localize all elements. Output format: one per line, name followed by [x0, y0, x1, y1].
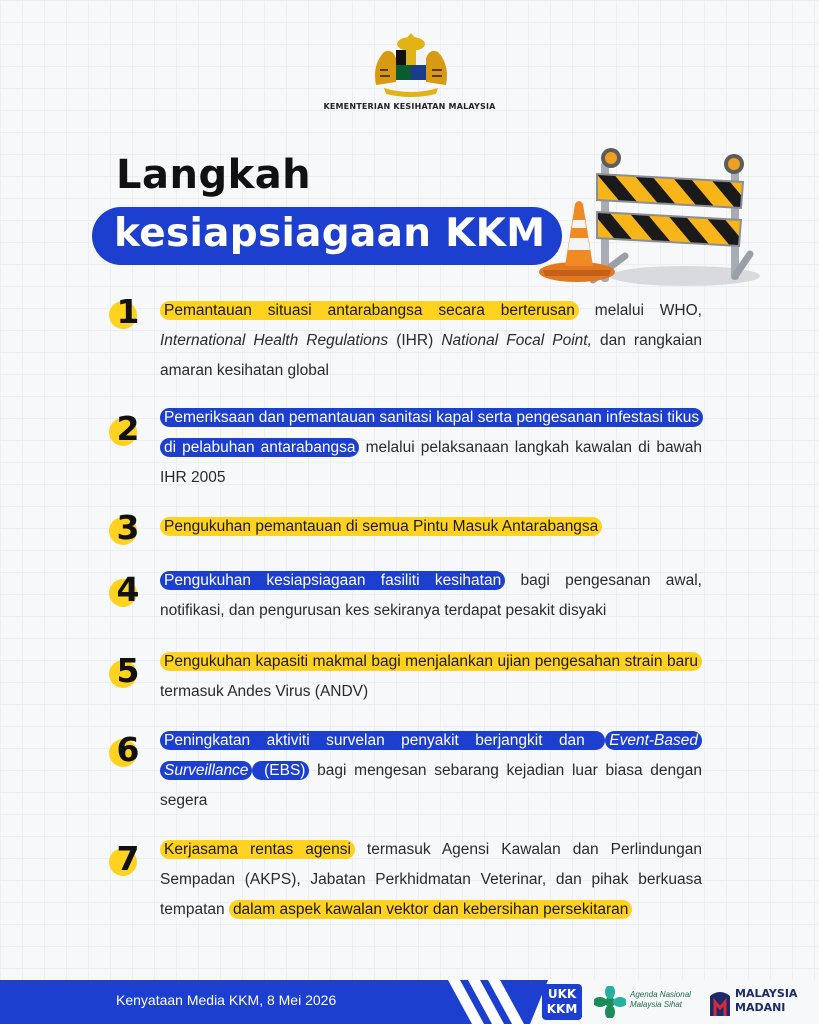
text-fragment-italic: National Focal Point,: [441, 332, 592, 349]
agenda-flower-icon: [594, 986, 626, 1018]
step-text: [160, 647, 702, 707]
madani-icon: [708, 986, 732, 1018]
highlight-yellow: dalam aspek kawalan vektor dan kebersihan persekitaran: [229, 900, 632, 919]
footer-stripes: [440, 980, 540, 1024]
text-fragment: (IHR): [388, 332, 442, 349]
ukk-logo-line2: KKM: [546, 1002, 578, 1016]
text-fragment-italic: International Health Regulations: [160, 332, 389, 349]
step-number: 1: [112, 292, 144, 331]
step-number: 5: [112, 651, 144, 690]
ukk-logo-line1: UKK: [547, 987, 577, 1001]
step-text: [160, 403, 702, 493]
highlight-yellow: Pemantauan situasi antarabangsa secara berterusan: [160, 301, 579, 320]
highlight-yellow: Kerjasama rentas agensi: [160, 840, 355, 859]
ministry-name: KEMENTERIAN KESIHATAN MALAYSIA: [323, 102, 496, 111]
text-fragment: bagi mengesan sebarang kejadian luar biasa dengan segera: [160, 762, 702, 809]
highlight-blue: Pemeriksaan dan pemantauan sanitasi kapal serta pengesanan infestasi tikus di pelabuhan antarabangsa: [160, 408, 703, 457]
step-number: 2: [112, 409, 144, 448]
step-text: [160, 726, 702, 816]
page-title-line1: Langkah: [116, 152, 312, 198]
step-number: 7: [112, 839, 144, 878]
coat-of-arms-icon: [366, 30, 456, 100]
highlight-yellow: Pengukuhan kapasiti makmal bagi menjalankan ujian pengesahan strain baru: [160, 652, 702, 671]
madani-logo-text: [735, 987, 797, 1015]
text-fragment: termasuk Agensi Kawalan dan Perlindungan Sempadan (AKPS), Jabatan Perkhidmatan Veterinar, dan pihak berkuasa tempatan: [160, 841, 702, 918]
media-statement: Kenyataan Media KKM, 8 Mei 2026: [116, 992, 337, 1008]
step-number: 3: [112, 508, 144, 547]
agenda-logo-line1: Agenda Nasional: [630, 990, 691, 999]
madani-logo-line2: MADANI: [735, 1001, 786, 1014]
road-barrier-icon: [535, 144, 765, 294]
madani-logo-line1: MALAYSIA: [735, 987, 798, 1000]
text-fragment: melalui WHO,: [578, 302, 702, 319]
ukk-logo: [542, 984, 582, 1020]
agenda-logo-text: [630, 990, 705, 1010]
highlight-blue: Peningkatan aktiviti survelan penyakit berjangkit dan: [160, 731, 605, 750]
text-fragment: dan rangkaian amaran kesihatan global: [160, 332, 702, 379]
step-text: [160, 296, 702, 386]
footer-bar: [0, 980, 819, 1024]
step-number: 4: [112, 570, 144, 609]
text-fragment: melalui pelaksanaan langkah kawalan di bawah IHR 2005: [160, 439, 702, 486]
step-number: 6: [112, 730, 144, 769]
step-text: [160, 835, 702, 925]
step-text: [160, 566, 702, 626]
step-text: [160, 512, 702, 542]
highlight-blue: Pengukuhan kesiapsiagaan fasiliti kesihatan: [160, 571, 505, 590]
text-fragment: termasuk Andes Virus (ANDV): [160, 683, 369, 700]
highlight-yellow: Pengukuhan pemantauan di semua Pintu Masuk Antarabangsa: [160, 517, 602, 536]
highlight-blue: (EBS): [252, 761, 309, 780]
page-title-line2: kesiapsiagaan KKM: [114, 211, 546, 256]
agenda-logo-line2: Malaysia Sihat: [630, 1000, 683, 1009]
text-fragment: bagi pengesanan awal, notifikasi, dan pengurusan kes sekiranya terdapat pesakit disyaki: [160, 572, 702, 619]
highlight-blue-italic: Event-Based Surveillance: [160, 731, 702, 780]
